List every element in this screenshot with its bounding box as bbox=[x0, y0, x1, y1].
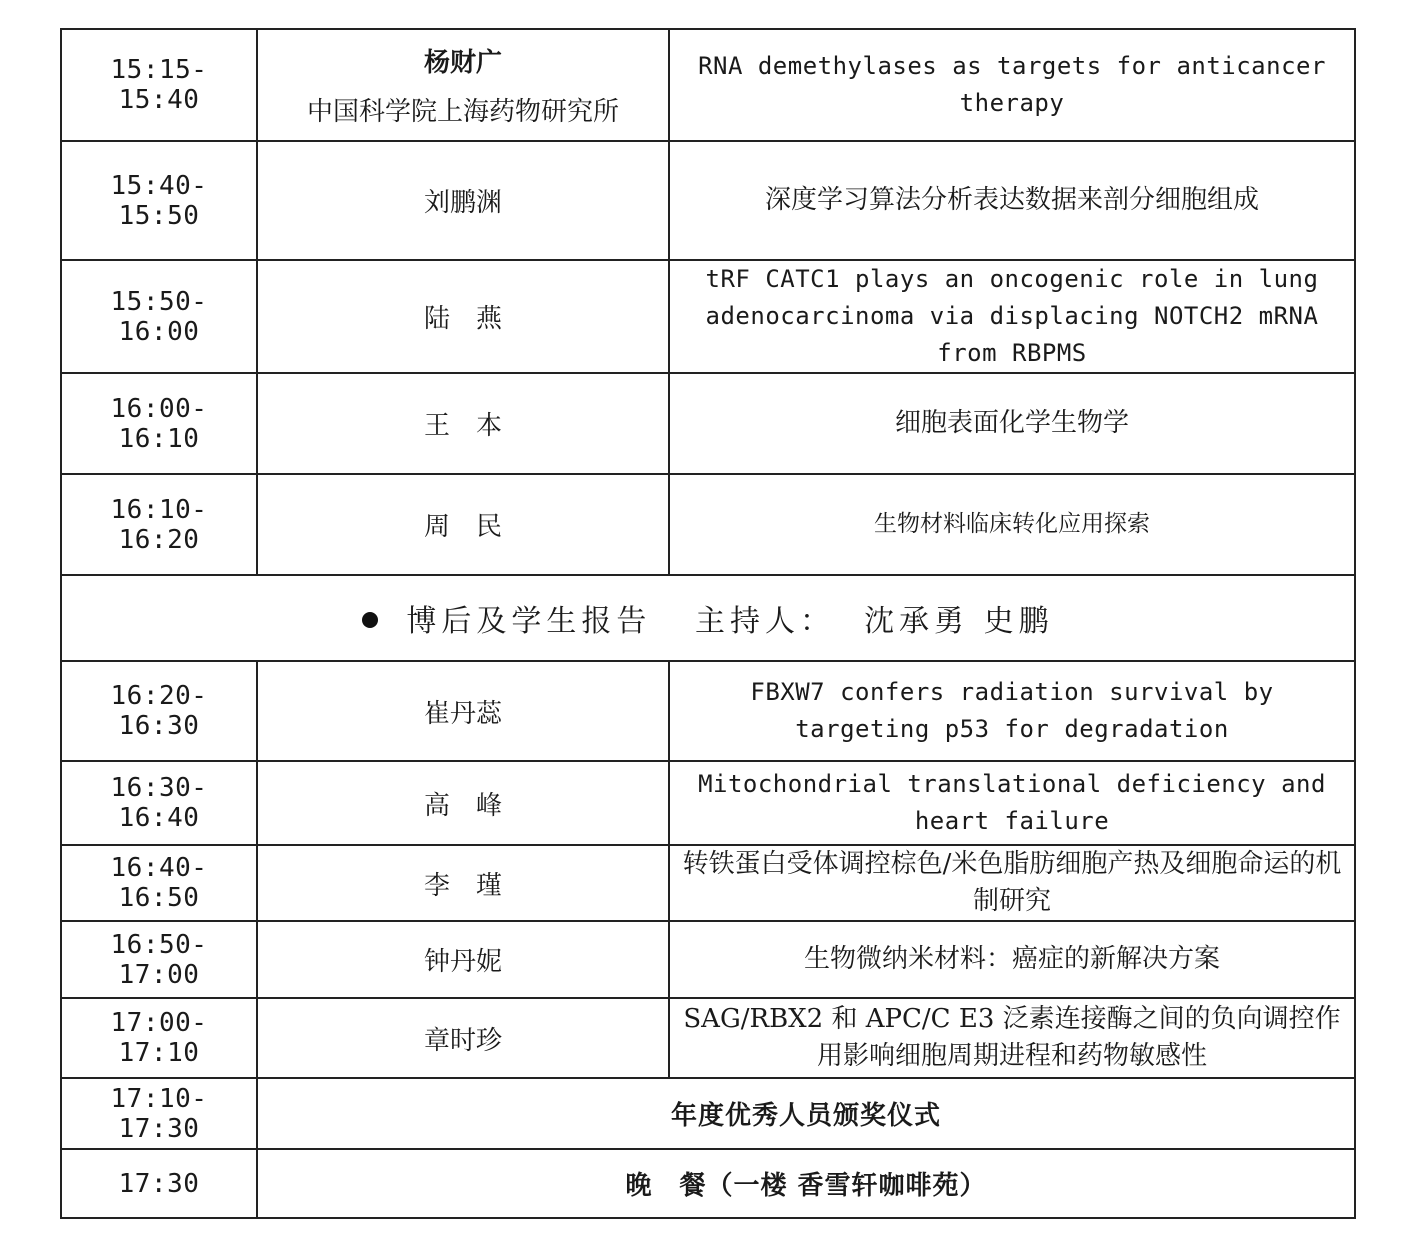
table-row bbox=[61, 845, 1355, 921]
time-cell: 16:20-16:30 bbox=[61, 661, 257, 761]
time-cell: 17:10-17:30 bbox=[61, 1078, 257, 1149]
talk-title: 深度学习算法分析表达数据来剖分细胞组成 bbox=[669, 141, 1355, 260]
talk-title: RNA demethylases as targets for anticancer therapy bbox=[669, 29, 1355, 141]
bullet-icon bbox=[362, 612, 378, 628]
table-row bbox=[61, 921, 1355, 998]
talk-title: SAG/RBX2 和 APC/C E3 泛素连接酶之间的负向调控作用影响细胞周期进程和药物敏感性 bbox=[669, 998, 1355, 1078]
section-label: 博后及学生报告 bbox=[406, 604, 652, 639]
speaker-name: 高 峰 bbox=[257, 761, 669, 845]
dinner-row bbox=[61, 1149, 1355, 1218]
talk-title: FBXW7 confers radiation survival by targeting p53 for degradation bbox=[669, 661, 1355, 761]
table-row bbox=[61, 761, 1355, 845]
speaker-name: 周 民 bbox=[257, 474, 669, 575]
talk-title: 生物材料临床转化应用探索 bbox=[669, 474, 1355, 575]
time-cell: 16:00-16:10 bbox=[61, 373, 257, 474]
table-row bbox=[61, 661, 1355, 761]
section-header-row bbox=[61, 575, 1355, 661]
speaker-name: 崔丹蕊 bbox=[257, 661, 669, 761]
table-row bbox=[61, 260, 1355, 373]
talk-title: 细胞表面化学生物学 bbox=[669, 373, 1355, 474]
time-cell: 16:50-17:00 bbox=[61, 921, 257, 998]
ceremony-text: 年度优秀人员颁奖仪式 bbox=[257, 1078, 1355, 1149]
speaker-name: 钟丹妮 bbox=[257, 921, 669, 998]
time-cell: 16:40-16:50 bbox=[61, 845, 257, 921]
talk-title: tRF CATC1 plays an oncogenic role in lung adenocarcinoma via displacing NOTCH2 mRNA from RBPMS bbox=[669, 260, 1355, 373]
time-cell: 15:15-15:40 bbox=[61, 29, 257, 141]
speaker-name: 章时珍 bbox=[257, 998, 669, 1078]
table-row bbox=[61, 29, 1355, 141]
talk-title: 转铁蛋白受体调控棕色/米色脂肪细胞产热及细胞命运的机制研究 bbox=[669, 845, 1355, 921]
time-cell: 16:30-16:40 bbox=[61, 761, 257, 845]
speaker-name: 杨财广 bbox=[423, 48, 502, 78]
dinner-text: 晚 餐（一楼 香雪轩咖啡苑） bbox=[257, 1149, 1355, 1218]
ceremony-row bbox=[61, 1078, 1355, 1149]
speaker-name: 陆 燕 bbox=[257, 260, 669, 373]
time-cell: 17:30 bbox=[61, 1149, 257, 1218]
talk-title: 生物微纳米材料：癌症的新解决方案 bbox=[669, 921, 1355, 998]
table-row bbox=[61, 373, 1355, 474]
speaker-affiliation: 中国科学院上海药物研究所 bbox=[306, 97, 619, 127]
speaker-name: 刘鹏渊 bbox=[257, 141, 669, 260]
table-row bbox=[61, 141, 1355, 260]
time-cell: 17:00-17:10 bbox=[61, 998, 257, 1078]
speaker-name: 王 本 bbox=[257, 373, 669, 474]
table-row bbox=[61, 998, 1355, 1078]
host-label: 主持人： bbox=[694, 604, 835, 639]
time-cell: 15:50-16:00 bbox=[61, 260, 257, 373]
table-row bbox=[61, 474, 1355, 575]
section-header bbox=[61, 575, 1355, 661]
host-names: 沈承勇 史鹏 bbox=[864, 604, 1054, 639]
talk-title: Mitochondrial translational deficiency and heart failure bbox=[669, 761, 1355, 845]
time-cell: 16:10-16:20 bbox=[61, 474, 257, 575]
speaker-name: 李 瑾 bbox=[257, 845, 669, 921]
time-cell: 15:40-15:50 bbox=[61, 141, 257, 260]
speaker-cell bbox=[257, 29, 669, 141]
schedule-table bbox=[60, 28, 1356, 1219]
